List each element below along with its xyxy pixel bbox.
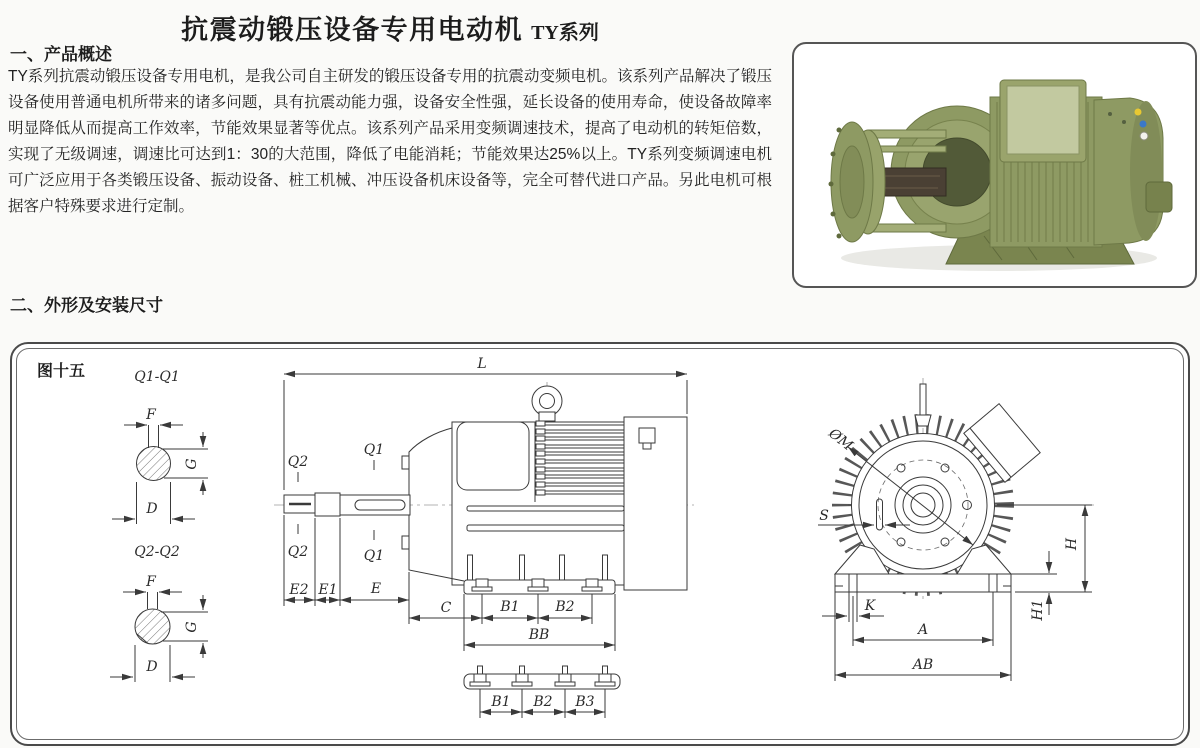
dim-label-bb: BB bbox=[528, 627, 550, 643]
dim-label-d-q1: D bbox=[146, 501, 158, 517]
dim-label-e2: E2 bbox=[289, 582, 309, 598]
shaft-section-q2-view bbox=[110, 544, 208, 682]
motor-side-view bbox=[274, 382, 694, 594]
dim-label-k: K bbox=[864, 598, 876, 614]
dim-label-b2: B2 bbox=[555, 599, 575, 615]
page-title: 抗震动锻压设备专用电动机 bbox=[181, 15, 524, 45]
dim-label-l: L bbox=[477, 356, 487, 372]
label-q2-lower: Q2 bbox=[287, 544, 309, 560]
dim-label-g-q1: G bbox=[184, 458, 200, 470]
dim-label-h: H bbox=[1064, 537, 1080, 551]
motor-end-view bbox=[835, 378, 1098, 602]
motor-photo-illustration bbox=[794, 44, 1195, 286]
dim-label-e1: E1 bbox=[318, 582, 338, 598]
dimension-drawing bbox=[12, 344, 1188, 744]
page-header bbox=[0, 8, 780, 47]
section-label-q2: Q2-Q2 bbox=[134, 544, 180, 560]
page-title-series: TY系列 bbox=[531, 22, 599, 44]
dim-label-rail-b2: B2 bbox=[533, 694, 553, 710]
dim-label-h1: H1 bbox=[1030, 599, 1046, 621]
section-1-heading: 一、产品概述 bbox=[10, 45, 112, 64]
motor-body-illustration bbox=[829, 80, 1173, 264]
dim-label-s: S bbox=[819, 508, 829, 524]
base-rail-detail bbox=[464, 666, 620, 718]
dim-label-ab: AB bbox=[912, 657, 934, 673]
dim-label-m: ØM bbox=[825, 425, 856, 455]
dim-label-c: C bbox=[440, 600, 452, 616]
dim-label-f-q1: F bbox=[146, 407, 156, 423]
dim-label-d-q2: D bbox=[146, 659, 158, 675]
figure-caption: 图十五 bbox=[37, 363, 86, 380]
shaft-section-q1-view bbox=[112, 369, 208, 524]
section-2-heading: 二、外形及安装尺寸 bbox=[10, 296, 163, 315]
label-q2-upper: Q2 bbox=[287, 454, 309, 470]
dim-label-rail-b1: B1 bbox=[491, 694, 511, 710]
dim-label-f-q2: F bbox=[146, 574, 156, 590]
overview-paragraph: TY系列抗震动锻压设备专用电机，是我公司自主研发的锻压设备专用的抗震动变频电机。该系列产品解决了锻压设备使用普通电机所带来的诸多问题，具有抗震动能力强，设备安全性强，延长设备的使用寿命，使设备故障率明显降低从而提高工作效率，节能效果显著等优点。该系列产品采用变频调速技术，提高了电动机的转矩倍数，实现了无级调速，调速比可达到1：30的大范围，降低了电能消耗；节能效果达25%以上。TY系列变频调速电机可广泛应用于各类锻压设备、振动设备、桩工机械、冲压设备机床设备等，完全可替代进口产品。另此电机可根据客户特殊要求进行定制。 bbox=[8, 68, 772, 215]
dim-label-b1: B1 bbox=[500, 599, 520, 615]
dim-label-rail-b3: B3 bbox=[575, 694, 595, 710]
section-label-q1: Q1-Q1 bbox=[134, 369, 180, 385]
figure-panel bbox=[10, 342, 1190, 746]
label-q1-lower: Q1 bbox=[363, 548, 385, 564]
dim-label-g-q2: G bbox=[184, 621, 200, 633]
dim-label-a: A bbox=[917, 622, 929, 638]
dim-label-e: E bbox=[370, 581, 382, 597]
label-q1-upper: Q1 bbox=[363, 442, 385, 458]
product-photo-frame bbox=[792, 42, 1197, 288]
